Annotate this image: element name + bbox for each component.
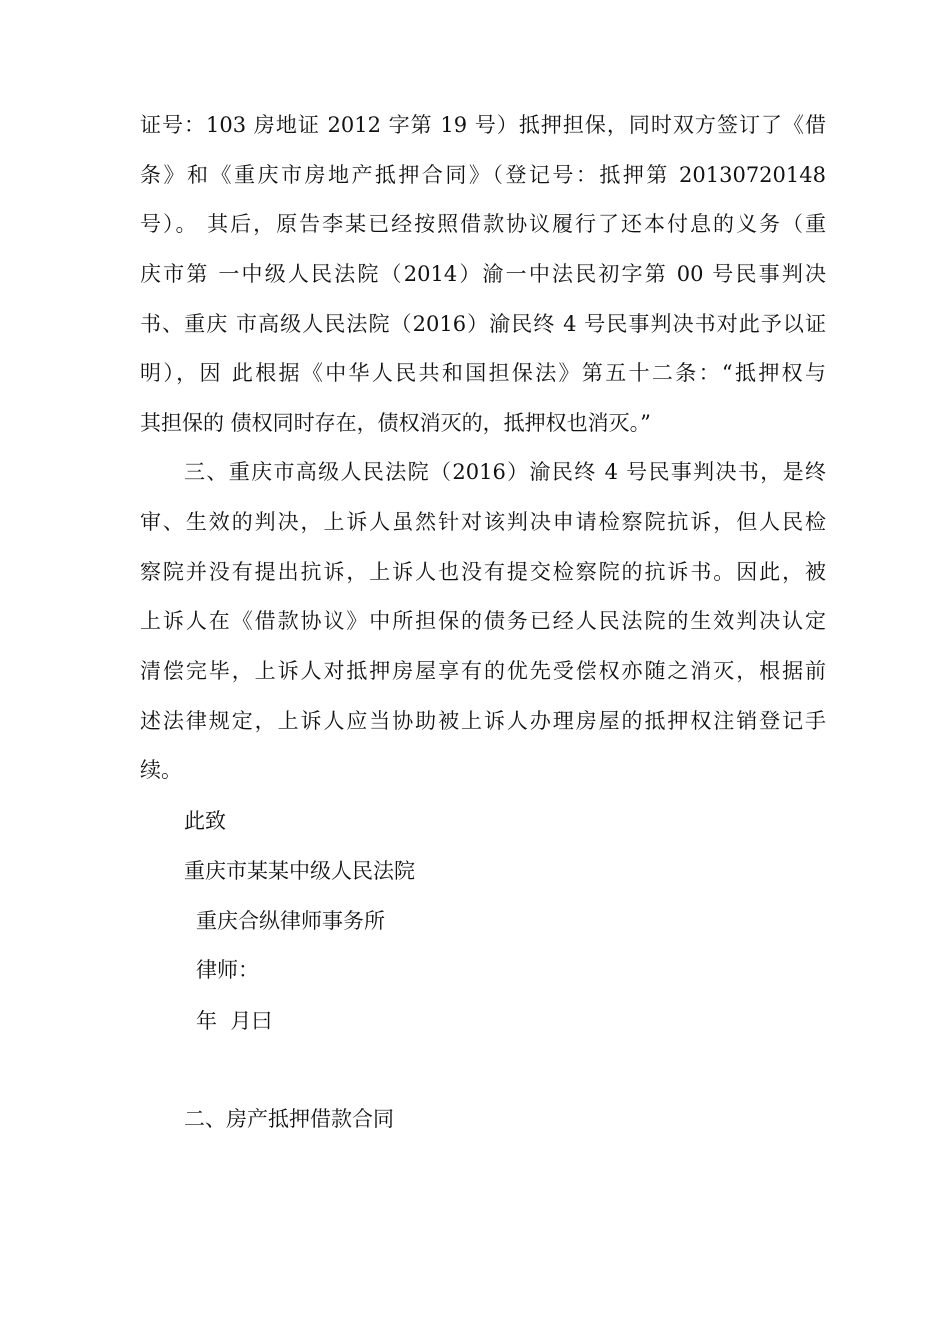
paragraph-1-line-2: 条》和《重庆市房地产抵押合同》（登记号：抵押第 20130720148 <box>140 163 826 187</box>
paragraph-1-line-3: 号）。 其后，原告李某已经按照借款协议履行了还本付息的义务（重 <box>140 212 826 236</box>
lawyer-signature-label: 律师： <box>196 958 259 982</box>
paragraph-2-line-3: 察院并没有提出抗诉，上诉人也没有提交检察院的抗诉书。因此，被 <box>140 560 826 584</box>
paragraph-2-line-2: 审、生效的判决，上诉人虽然针对该判决申请检察院抗诉，但人民检 <box>140 510 826 534</box>
section-heading: 二、房产抵押借款合同 <box>184 1107 394 1131</box>
paragraph-2-line-6: 述法律规定，上诉人应当协助被上诉人办理房屋的抵押权注销登记手 <box>140 709 826 733</box>
salutation: 此致 <box>184 809 226 833</box>
paragraph-1-line-4: 庆市第 一中级人民法院（2014）渝一中法民初字第 00 号民事判决 <box>140 262 826 286</box>
paragraph-2-line-5: 清偿完毕，上诉人对抵押房屋享有的优先受偿权亦随之消灭，根据前 <box>140 659 826 683</box>
paragraph-1-line-7: 其担保的 债权同时存在，债权消灭的，抵押权也消灭。” <box>140 411 651 435</box>
paragraph-1-line-6: 明），因 此根据《中华人民共和国担保法》第五十二条：“抵押权与 <box>140 361 826 385</box>
paragraph-1-line-5: 书、重庆 市高级人民法院（2016）渝民终 4 号民事判决书对此予以证 <box>140 312 826 336</box>
law-firm-name: 重庆合纵律师事务所 <box>196 909 385 933</box>
paragraph-2-line-4: 上诉人在《借款协议》中所担保的债务已经人民法院的生效判决认定 <box>140 609 826 633</box>
date-line: 年 月曰 <box>196 1009 273 1033</box>
paragraph-2-line-1: 三、重庆市高级人民法院（2016）渝民终 4 号民事判决书，是终 <box>184 460 826 484</box>
court-name: 重庆市某某中级人民法院 <box>184 859 415 883</box>
paragraph-2-line-7: 续。 <box>140 758 182 782</box>
paragraph-1-line-1: 证号：103 房地证 2012 字第 19 号）抵押担保，同时双方签订了《借 <box>140 113 826 137</box>
